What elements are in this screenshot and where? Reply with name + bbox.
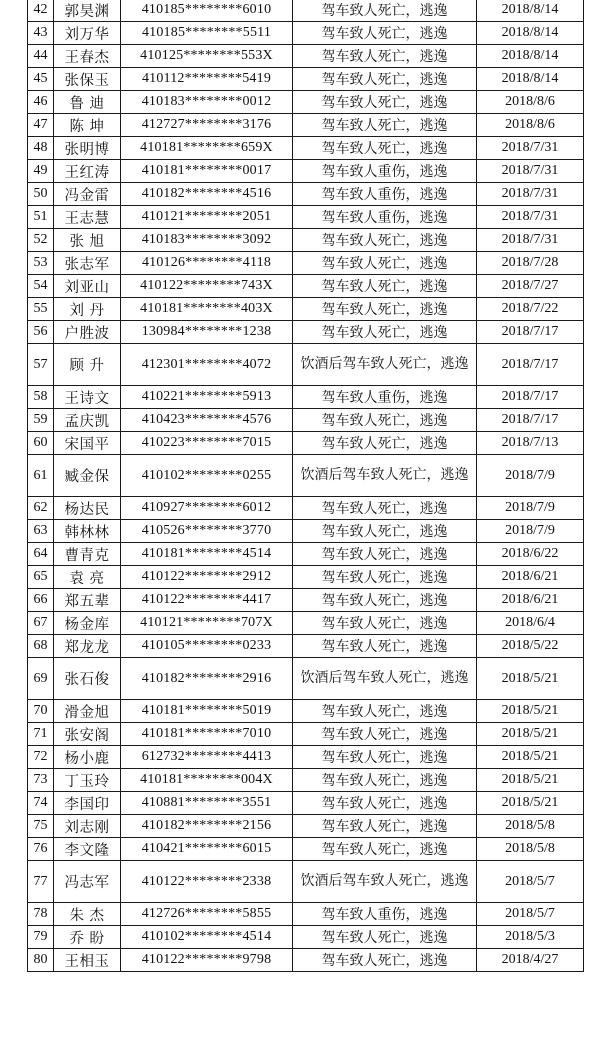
row-number-cell: 54 [28, 275, 54, 298]
offense-cell: 驾车致人死亡，逃逸 [293, 409, 477, 432]
name-cell: 曹青克 [54, 543, 121, 566]
name-cell: 王诗文 [54, 386, 121, 409]
date-cell: 2018/7/9 [477, 497, 584, 520]
name-cell: 王相玉 [54, 949, 121, 972]
date-cell: 2018/7/9 [477, 455, 584, 497]
offense-cell: 驾车致人死亡，逃逸 [293, 432, 477, 455]
id-number-cell: 410122********2912 [121, 566, 293, 589]
row-number-cell: 44 [28, 45, 54, 68]
id-number-cell: 410181********659X [121, 137, 293, 160]
offense-cell: 驾车致人死亡，逃逸 [293, 566, 477, 589]
date-cell: 2018/5/21 [477, 746, 584, 769]
table-row [28, 432, 584, 455]
offense-cell: 驾车致人死亡，逃逸 [293, 45, 477, 68]
name-cell: 孟庆凯 [54, 409, 121, 432]
id-number-cell: 412727********3176 [121, 114, 293, 137]
row-number-cell: 51 [28, 206, 54, 229]
date-cell: 2018/5/21 [477, 792, 584, 815]
name-cell: 杨金库 [54, 612, 121, 635]
table-row [28, 543, 584, 566]
table-row [28, 926, 584, 949]
name-cell: 郭昊渊 [54, 0, 121, 22]
offense-cell: 驾车致人死亡，逃逸 [293, 275, 477, 298]
name-cell: 朱 杰 [54, 903, 121, 926]
table-row [28, 386, 584, 409]
name-cell: 臧金保 [54, 455, 121, 497]
row-number-cell: 42 [28, 0, 54, 22]
name-cell: 张保玉 [54, 68, 121, 91]
table-row [28, 409, 584, 432]
id-number-cell: 410102********0255 [121, 455, 293, 497]
offense-cell: 驾车致人死亡，逃逸 [293, 68, 477, 91]
id-number-cell: 410421********6015 [121, 838, 293, 861]
row-number-cell: 77 [28, 861, 54, 903]
table-row [28, 68, 584, 91]
name-cell: 户胜波 [54, 321, 121, 344]
row-number-cell: 68 [28, 635, 54, 658]
id-number-cell: 612732********4413 [121, 746, 293, 769]
table-row [28, 252, 584, 275]
date-cell: 2018/8/14 [477, 0, 584, 22]
row-number-cell: 53 [28, 252, 54, 275]
name-cell: 袁 亮 [54, 566, 121, 589]
date-cell: 2018/5/8 [477, 838, 584, 861]
id-number-cell: 410181********5019 [121, 700, 293, 723]
row-number-cell: 80 [28, 949, 54, 972]
name-cell: 顾 升 [54, 344, 121, 386]
id-number-cell: 130984********1238 [121, 321, 293, 344]
table-row [28, 949, 584, 972]
offense-cell: 驾车致人重伤，逃逸 [293, 183, 477, 206]
row-number-cell: 70 [28, 700, 54, 723]
table-row [28, 589, 584, 612]
id-number-cell: 410185********6010 [121, 0, 293, 22]
id-number-cell: 410181********7010 [121, 723, 293, 746]
date-cell: 2018/7/31 [477, 183, 584, 206]
table-row [28, 635, 584, 658]
offense-cell: 驾车致人重伤，逃逸 [293, 386, 477, 409]
name-cell: 杨小鹿 [54, 746, 121, 769]
id-number-cell: 412301********4072 [121, 344, 293, 386]
row-number-cell: 62 [28, 497, 54, 520]
name-cell: 王春杰 [54, 45, 121, 68]
date-cell: 2018/7/27 [477, 275, 584, 298]
table-row [28, 861, 584, 903]
id-number-cell: 410182********2916 [121, 658, 293, 700]
table-row [28, 160, 584, 183]
offense-cell: 饮酒后驾车致人死亡，逃逸 [293, 344, 477, 386]
table-row [28, 658, 584, 700]
name-cell: 张石俊 [54, 658, 121, 700]
name-cell: 鲁 迪 [54, 91, 121, 114]
date-cell: 2018/7/17 [477, 386, 584, 409]
offense-cell: 驾车致人死亡，逃逸 [293, 838, 477, 861]
date-cell: 2018/5/21 [477, 658, 584, 700]
name-cell: 刘 丹 [54, 298, 121, 321]
id-number-cell: 410881********3551 [121, 792, 293, 815]
offense-cell: 饮酒后驾车致人死亡，逃逸 [293, 455, 477, 497]
date-cell: 2018/7/31 [477, 229, 584, 252]
date-cell: 2018/6/4 [477, 612, 584, 635]
date-cell: 2018/8/14 [477, 68, 584, 91]
row-number-cell: 63 [28, 520, 54, 543]
table-row [28, 723, 584, 746]
offense-cell: 驾车致人死亡，逃逸 [293, 497, 477, 520]
name-cell: 冯志军 [54, 861, 121, 903]
row-number-cell: 52 [28, 229, 54, 252]
offender-table-body [28, 0, 584, 972]
row-number-cell: 49 [28, 160, 54, 183]
id-number-cell: 410183********0012 [121, 91, 293, 114]
date-cell: 2018/8/14 [477, 45, 584, 68]
date-cell: 2018/7/17 [477, 321, 584, 344]
name-cell: 杨达民 [54, 497, 121, 520]
id-number-cell: 410221********5913 [121, 386, 293, 409]
date-cell: 2018/4/27 [477, 949, 584, 972]
table-row [28, 91, 584, 114]
table-row [28, 321, 584, 344]
row-number-cell: 75 [28, 815, 54, 838]
offense-cell: 驾车致人死亡，逃逸 [293, 137, 477, 160]
date-cell: 2018/8/6 [477, 114, 584, 137]
table-row [28, 0, 584, 22]
name-cell: 刘志刚 [54, 815, 121, 838]
id-number-cell: 410181********004X [121, 769, 293, 792]
date-cell: 2018/7/31 [477, 206, 584, 229]
date-cell: 2018/5/22 [477, 635, 584, 658]
table-row [28, 298, 584, 321]
name-cell: 李文隆 [54, 838, 121, 861]
table-row [28, 497, 584, 520]
row-number-cell: 45 [28, 68, 54, 91]
date-cell: 2018/7/28 [477, 252, 584, 275]
table-row [28, 746, 584, 769]
row-number-cell: 60 [28, 432, 54, 455]
date-cell: 2018/5/3 [477, 926, 584, 949]
offense-cell: 驾车致人死亡，逃逸 [293, 949, 477, 972]
row-number-cell: 57 [28, 344, 54, 386]
offense-cell: 驾车致人死亡，逃逸 [293, 321, 477, 344]
table-row [28, 769, 584, 792]
date-cell: 2018/5/7 [477, 861, 584, 903]
offender-table [27, 0, 584, 972]
offense-cell: 驾车致人死亡，逃逸 [293, 769, 477, 792]
offense-cell: 驾车致人死亡，逃逸 [293, 0, 477, 22]
name-cell: 丁玉玲 [54, 769, 121, 792]
table-row [28, 903, 584, 926]
row-number-cell: 78 [28, 903, 54, 926]
name-cell: 韩林林 [54, 520, 121, 543]
id-number-cell: 412726********5855 [121, 903, 293, 926]
offense-cell: 驾车致人死亡，逃逸 [293, 700, 477, 723]
id-number-cell: 410182********2156 [121, 815, 293, 838]
id-number-cell: 410122********2338 [121, 861, 293, 903]
row-number-cell: 61 [28, 455, 54, 497]
offense-cell: 驾车致人重伤，逃逸 [293, 160, 477, 183]
row-number-cell: 48 [28, 137, 54, 160]
offense-cell: 驾车致人死亡，逃逸 [293, 229, 477, 252]
name-cell: 冯金雷 [54, 183, 121, 206]
row-number-cell: 64 [28, 543, 54, 566]
id-number-cell: 410181********403X [121, 298, 293, 321]
table-row [28, 229, 584, 252]
table-row [28, 520, 584, 543]
table-row [28, 815, 584, 838]
row-number-cell: 47 [28, 114, 54, 137]
date-cell: 2018/6/22 [477, 543, 584, 566]
name-cell: 张志军 [54, 252, 121, 275]
row-number-cell: 69 [28, 658, 54, 700]
date-cell: 2018/7/9 [477, 520, 584, 543]
id-number-cell: 410122********9798 [121, 949, 293, 972]
id-number-cell: 410185********5511 [121, 22, 293, 45]
table-row [28, 22, 584, 45]
table-row [28, 275, 584, 298]
id-number-cell: 410181********0017 [121, 160, 293, 183]
offense-cell: 驾车致人死亡，逃逸 [293, 723, 477, 746]
date-cell: 2018/8/14 [477, 22, 584, 45]
row-number-cell: 72 [28, 746, 54, 769]
id-number-cell: 410126********4118 [121, 252, 293, 275]
offense-cell: 驾车致人死亡，逃逸 [293, 635, 477, 658]
name-cell: 张明博 [54, 137, 121, 160]
date-cell: 2018/7/17 [477, 409, 584, 432]
table-row [28, 183, 584, 206]
table-row [28, 45, 584, 68]
name-cell: 刘万华 [54, 22, 121, 45]
name-cell: 张 旭 [54, 229, 121, 252]
table-row [28, 612, 584, 635]
row-number-cell: 43 [28, 22, 54, 45]
id-number-cell: 410102********4514 [121, 926, 293, 949]
row-number-cell: 79 [28, 926, 54, 949]
id-number-cell: 410122********743X [121, 275, 293, 298]
id-number-cell: 410121********2051 [121, 206, 293, 229]
offense-cell: 驾车致人死亡，逃逸 [293, 543, 477, 566]
offense-cell: 驾车致人死亡，逃逸 [293, 589, 477, 612]
table-row [28, 344, 584, 386]
id-number-cell: 410122********4417 [121, 589, 293, 612]
row-number-cell: 65 [28, 566, 54, 589]
row-number-cell: 55 [28, 298, 54, 321]
offense-cell: 驾车致人死亡，逃逸 [293, 792, 477, 815]
table-row [28, 566, 584, 589]
date-cell: 2018/6/21 [477, 566, 584, 589]
name-cell: 郑龙龙 [54, 635, 121, 658]
row-number-cell: 50 [28, 183, 54, 206]
date-cell: 2018/7/31 [477, 160, 584, 183]
row-number-cell: 58 [28, 386, 54, 409]
id-number-cell: 410182********4516 [121, 183, 293, 206]
offense-cell: 驾车致人死亡，逃逸 [293, 746, 477, 769]
row-number-cell: 46 [28, 91, 54, 114]
offense-cell: 驾车致人死亡，逃逸 [293, 22, 477, 45]
date-cell: 2018/5/21 [477, 700, 584, 723]
row-number-cell: 76 [28, 838, 54, 861]
name-cell: 刘亚山 [54, 275, 121, 298]
id-number-cell: 410223********7015 [121, 432, 293, 455]
row-number-cell: 56 [28, 321, 54, 344]
date-cell: 2018/5/21 [477, 769, 584, 792]
table-row [28, 114, 584, 137]
name-cell: 宋国平 [54, 432, 121, 455]
name-cell: 李国印 [54, 792, 121, 815]
date-cell: 2018/7/31 [477, 137, 584, 160]
offense-cell: 驾车致人死亡，逃逸 [293, 815, 477, 838]
row-number-cell: 67 [28, 612, 54, 635]
offense-cell: 驾车致人死亡，逃逸 [293, 612, 477, 635]
row-number-cell: 59 [28, 409, 54, 432]
date-cell: 2018/5/7 [477, 903, 584, 926]
offense-cell: 驾车致人重伤，逃逸 [293, 903, 477, 926]
id-number-cell: 410183********3092 [121, 229, 293, 252]
id-number-cell: 410526********3770 [121, 520, 293, 543]
offense-cell: 驾车致人死亡，逃逸 [293, 91, 477, 114]
table-row [28, 700, 584, 723]
table-row [28, 206, 584, 229]
table-row [28, 792, 584, 815]
name-cell: 王红涛 [54, 160, 121, 183]
id-number-cell: 410112********5419 [121, 68, 293, 91]
date-cell: 2018/7/13 [477, 432, 584, 455]
offense-cell: 饮酒后驾车致人死亡，逃逸 [293, 861, 477, 903]
row-number-cell: 73 [28, 769, 54, 792]
id-number-cell: 410181********4514 [121, 543, 293, 566]
offense-cell: 饮酒后驾车致人死亡，逃逸 [293, 658, 477, 700]
row-number-cell: 71 [28, 723, 54, 746]
date-cell: 2018/5/21 [477, 723, 584, 746]
name-cell: 陈 坤 [54, 114, 121, 137]
id-number-cell: 410927********6012 [121, 497, 293, 520]
id-number-cell: 410105********0233 [121, 635, 293, 658]
name-cell: 滑金旭 [54, 700, 121, 723]
name-cell: 王志慧 [54, 206, 121, 229]
id-number-cell: 410121********707X [121, 612, 293, 635]
date-cell: 2018/5/8 [477, 815, 584, 838]
offense-cell: 驾车致人死亡，逃逸 [293, 252, 477, 275]
table-row [28, 838, 584, 861]
row-number-cell: 66 [28, 589, 54, 612]
table-row [28, 455, 584, 497]
offense-cell: 驾车致人死亡，逃逸 [293, 520, 477, 543]
table-row [28, 137, 584, 160]
name-cell: 郑五辈 [54, 589, 121, 612]
offense-cell: 驾车致人死亡，逃逸 [293, 114, 477, 137]
offense-cell: 驾车致人重伤，逃逸 [293, 206, 477, 229]
date-cell: 2018/8/6 [477, 91, 584, 114]
date-cell: 2018/7/22 [477, 298, 584, 321]
id-number-cell: 410423********4576 [121, 409, 293, 432]
name-cell: 乔 盼 [54, 926, 121, 949]
row-number-cell: 74 [28, 792, 54, 815]
offense-cell: 驾车致人死亡，逃逸 [293, 298, 477, 321]
name-cell: 张安阁 [54, 723, 121, 746]
offense-cell: 驾车致人死亡，逃逸 [293, 926, 477, 949]
date-cell: 2018/6/21 [477, 589, 584, 612]
date-cell: 2018/7/17 [477, 344, 584, 386]
id-number-cell: 410125********553X [121, 45, 293, 68]
